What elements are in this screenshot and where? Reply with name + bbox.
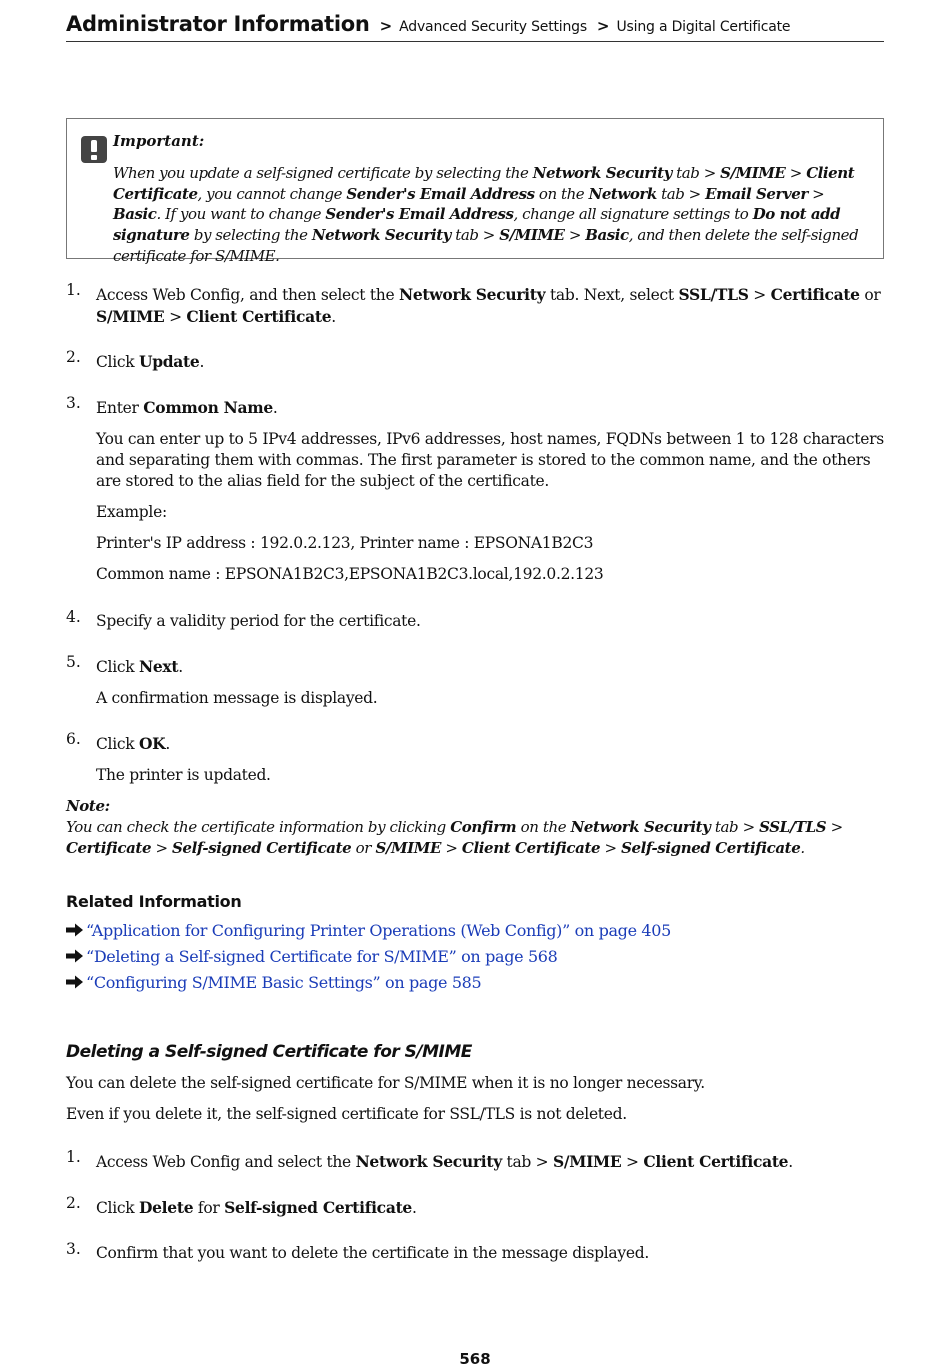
exclamation-icon — [81, 136, 107, 163]
step-detail: Example: — [96, 503, 167, 521]
arrow-right-icon — [66, 949, 84, 963]
step-number: 3. — [66, 1240, 81, 1258]
step-text: Click Update. — [96, 352, 205, 371]
step-number: 1. — [66, 281, 81, 299]
important-box — [66, 118, 884, 265]
link-web-config[interactable]: “Application for Configuring Printer Operations (Web Config)” on page 405 — [86, 921, 671, 940]
delete-step-3 — [66, 1240, 884, 1264]
section-paragraph: You can delete the self-signed certificate for S/MIME when it is no longer necessary. — [66, 1074, 705, 1092]
link-smime-basic[interactable]: “Configuring S/MIME Basic Settings” on page 585 — [86, 973, 482, 992]
step-5 — [66, 653, 884, 709]
step-detail: Common name : EPSONA1B2C3,EPSONA1B2C3.local,192.0.2.123 — [96, 565, 604, 583]
step-text: Specify a validity period for the certificate. — [96, 612, 421, 630]
step-detail: You can enter up to 5 IPv4 addresses, IPv6 addresses, host names, FQDNs between 1 to 128 characters and separating them with commas. The first parameter is stored to the common name, and the others are stored to the alias field for the subject of the certificate. — [96, 430, 884, 490]
section-paragraph: Even if you delete it, the self-signed certificate for SSL/TLS is not deleted. — [66, 1105, 627, 1123]
breadcrumb-digital-certificate: Using a Digital Certificate — [616, 19, 791, 35]
link-delete-cert[interactable]: “Deleting a Self-signed Certificate for S/MIME” on page 568 — [86, 947, 558, 966]
note-title: Note: — [66, 797, 110, 815]
section-heading: Deleting a Self-signed Certificate for S/MIME — [66, 1042, 472, 1062]
step-text: Access Web Config and select the Network Security tab > S/MIME > Client Certificate. — [96, 1152, 793, 1171]
step-detail: Printer's IP address : 192.0.2.123, Printer name : EPSONA1B2C3 — [96, 534, 594, 552]
note-block — [66, 796, 884, 859]
step-text: Enter Common Name. You can enter up to 5 IPv4 addresses, IPv6 addresses, host names, FQDNs between 1 to 128 characters and separating them with commas. The first parameter is stored to the common name, and the others are stored to the alias field for the subject of the certificate. Example: Printer's IP address : 192.0.2.123, Printer name : EPSONA1B2C3 Common name : EPSONA1B2C3,EPSONA1B2C3.local,192.0.2.123 — [96, 398, 884, 583]
step-detail: The printer is updated. — [96, 766, 271, 784]
header-title: Administrator Information — [66, 12, 370, 36]
delete-step-2 — [66, 1194, 884, 1219]
step-3 — [66, 394, 884, 585]
step-2 — [66, 348, 884, 373]
step-number: 4. — [66, 608, 81, 626]
step-text: Click Next. A confirmation message is displayed. — [96, 656, 884, 709]
step-number: 6. — [66, 730, 81, 748]
step-detail: A confirmation message is displayed. — [96, 689, 378, 707]
step-1 — [66, 281, 884, 328]
important-text: When you update a self-signed certificate by selecting the Network Security tab > S/MIME > Client Certificate, you cannot change Sender's Email Address on the Network tab > Email Server > Basic. If you want to change Sender's Email Address, change all signature settings to Do not add signature by selecting the Network Security tab > S/MIME > Basic, and then delete the self-signed certificate for S/MIME. — [113, 164, 859, 265]
step-number: 3. — [66, 394, 81, 412]
step-number: 1. — [66, 1148, 81, 1166]
delete-step-1 — [66, 1148, 884, 1173]
step-6 — [66, 730, 884, 786]
arrow-right-icon — [66, 975, 84, 989]
related-information-heading: Related Information — [66, 892, 242, 911]
related-link-delete-cert[interactable] — [66, 947, 557, 966]
breadcrumb-advanced-security: Advanced Security Settings — [399, 19, 587, 35]
step-number: 2. — [66, 348, 81, 366]
step-number: 2. — [66, 1194, 81, 1212]
step-text: Access Web Config, and then select the Network Security tab. Next, select SSL/TLS > Certificate or S/MIME > Client Certificate. — [96, 285, 881, 326]
step-text: Confirm that you want to delete the certificate in the message displayed. — [96, 1244, 649, 1262]
page-number: 568 — [459, 1350, 491, 1368]
breadcrumb-separator: > — [379, 17, 393, 35]
arrow-right-icon — [66, 923, 84, 937]
step-text: Click Delete for Self-signed Certificate. — [96, 1198, 417, 1217]
breadcrumb-separator: > — [596, 17, 610, 35]
note-text: You can check the certificate information by clicking Confirm on the Network Security tab > SSL/TLS > Certificate > Self-signed Certificate or S/MIME > Client Certificate > Self-signed Certificate. — [66, 818, 843, 857]
related-link-web-config[interactable] — [66, 921, 671, 940]
important-title: Important: — [113, 132, 205, 150]
related-link-smime-basic[interactable] — [66, 973, 481, 992]
page-header — [66, 12, 884, 42]
step-text: Click OK. The printer is updated. — [96, 733, 884, 786]
step-4 — [66, 608, 884, 632]
step-number: 5. — [66, 653, 81, 671]
